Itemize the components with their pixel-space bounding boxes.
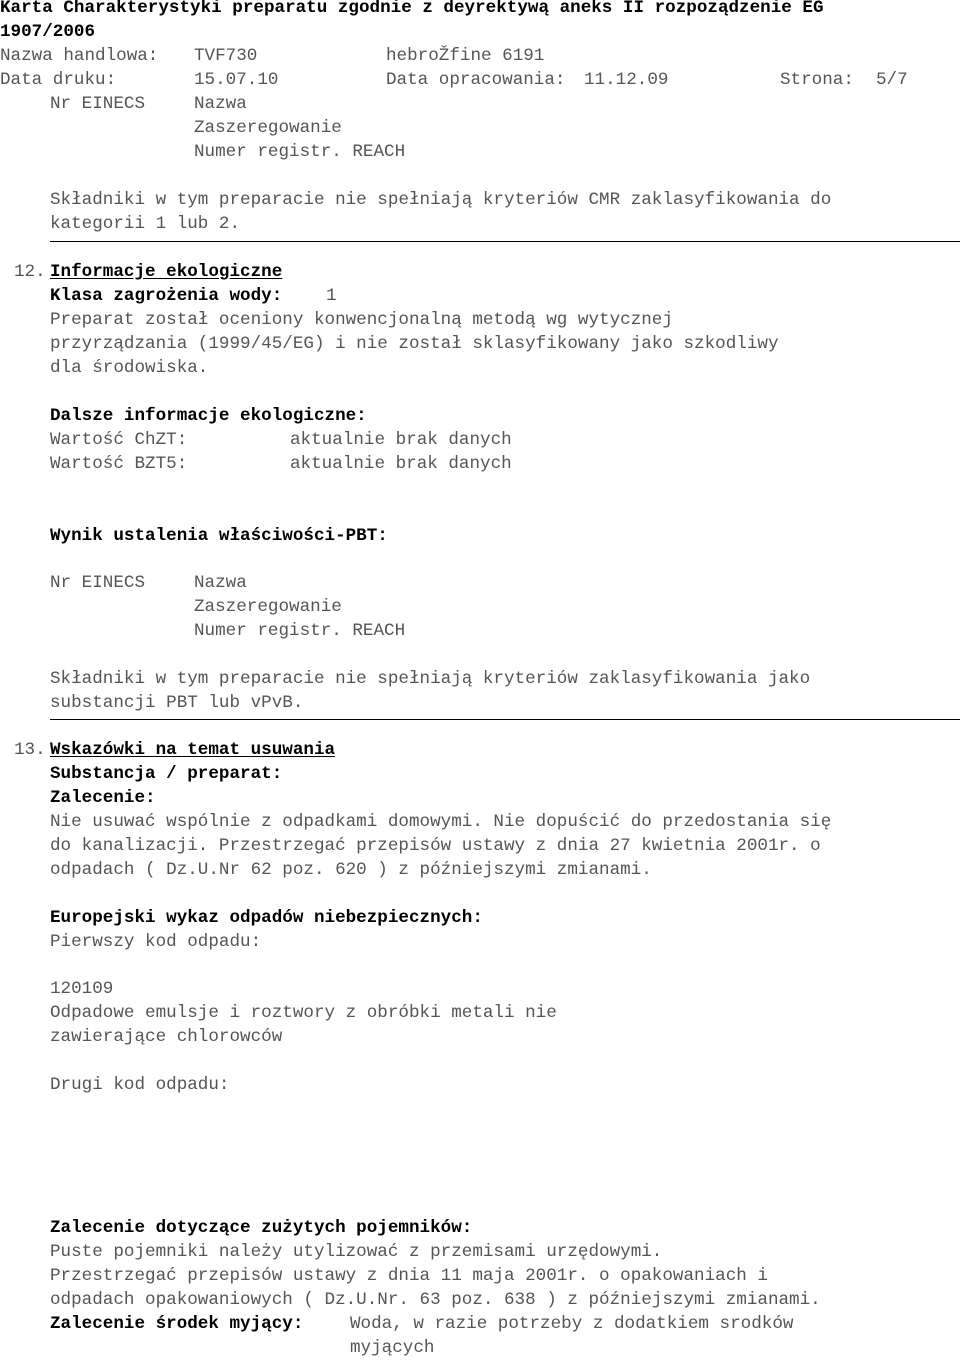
prepared-date-value: 11.12.09 bbox=[584, 70, 669, 90]
recommendation-line1: Nie usuwać wspólnie z odpadkami domowymi. Nie dopuścić do przedostania się bbox=[50, 812, 832, 832]
col-classification: Zaszeregowanie bbox=[194, 118, 342, 138]
packaging-line3: odpadach opakowaniowych ( Dz.U.Nr. 63 poz. 638 ) z późniejszymi zmianami. bbox=[50, 1290, 821, 1310]
bzt5-value: aktualnie brak danych bbox=[290, 454, 512, 474]
further-eco-label: Dalsze informacje ekologiczne: bbox=[50, 406, 367, 426]
recommendation-line3: odpadach ( Dz.U.Nr 62 poz. 620 ) z późniejszymi zmianami. bbox=[50, 860, 652, 880]
trade-name-value: TVF730 bbox=[194, 46, 258, 66]
first-waste-code: 120109 bbox=[50, 979, 114, 999]
waste-catalog-label: Europejski wykaz odpadów niebezpiecznych: bbox=[50, 908, 483, 928]
pbt-col-reach-number: Numer registr. REACH bbox=[194, 621, 406, 641]
prepared-date-label: Data opracowania: bbox=[386, 70, 566, 90]
pbt-col-einecs: Nr EINECS bbox=[50, 573, 146, 593]
cmr-statement-line1: Składniki w tym preparacie nie spełniają kryteriów CMR zaklasyfikowania do bbox=[50, 190, 832, 210]
page-number: 5/7 bbox=[876, 70, 908, 90]
col-reach-number: Numer registr. REACH bbox=[194, 142, 406, 162]
water-hazard-label: Klasa zagrożenia wody: bbox=[50, 286, 283, 306]
trade-name-label: Nazwa handlowa: bbox=[0, 46, 159, 66]
cleaning-agent-value-line2: myjących bbox=[350, 1338, 435, 1358]
packaging-line2: Przestrzegać przepisów ustawy z dnia 11 maja 2001r. o opakowaniach i bbox=[50, 1266, 768, 1286]
substance-label: Substancja / preparat: bbox=[50, 764, 283, 784]
section-divider bbox=[50, 241, 960, 242]
section-12-number: 12. bbox=[14, 262, 46, 282]
eco-text-line3: dla środowiska. bbox=[50, 358, 209, 378]
second-waste-code-label: Drugi kod odpadu: bbox=[50, 1075, 230, 1095]
pbt-col-name: Nazwa bbox=[194, 573, 247, 593]
eco-text-line2: przyrządzania (1999/45/EG) i nie został sklasyfikowany jako szkodliwy bbox=[50, 334, 779, 354]
print-date-value: 15.07.10 bbox=[194, 70, 279, 90]
cleaning-agent-value-line1: Woda, w razie potrzeby z dodatkiem srodków bbox=[350, 1314, 794, 1334]
pbt-statement-line2: substancji PBT lub vPvB. bbox=[50, 693, 304, 713]
packaging-line1: Puste pojemniki należy utylizować z przemisami urzędowymi. bbox=[50, 1242, 663, 1262]
chzt-value: aktualnie brak danych bbox=[290, 430, 512, 450]
print-date-label: Data druku: bbox=[0, 70, 117, 90]
recommendation-line2: do kanalizacji. Przestrzegać przepisów ustawy z dnia 27 kwietnia 2001r. o bbox=[50, 836, 821, 856]
first-waste-code-desc-line1: Odpadowe emulsje i roztwory z obróbki metali nie bbox=[50, 1003, 557, 1023]
section-13-number: 13. bbox=[14, 740, 46, 760]
pbt-statement-line1: Składniki w tym preparacie nie spełniają kryteriów zaklasyfikowania jako bbox=[50, 669, 811, 689]
section-divider bbox=[50, 719, 960, 720]
trade-name-second: hebroŽfine 6191 bbox=[386, 46, 545, 66]
col-einecs: Nr EINECS bbox=[50, 94, 146, 114]
pbt-col-classification: Zaszeregowanie bbox=[194, 597, 342, 617]
packaging-recommendation-label: Zalecenie dotyczące zużytych pojemników: bbox=[50, 1218, 473, 1238]
page-label: Strona: bbox=[780, 70, 854, 90]
pbt-result-label: Wynik ustalenia właściwości-PBT: bbox=[50, 526, 388, 546]
eco-text-line1: Preparat został oceniony konwencjonalną metodą wg wytycznej bbox=[50, 310, 673, 330]
first-waste-code-label: Pierwszy kod odpadu: bbox=[50, 932, 262, 952]
first-waste-code-desc-line2: zawierające chlorowców bbox=[50, 1027, 283, 1047]
col-name: Nazwa bbox=[194, 94, 247, 114]
section-13-title: Wskazówki na temat usuwania bbox=[50, 740, 336, 760]
document-title-line2: 1907/2006 bbox=[0, 22, 96, 42]
cleaning-agent-label: Zalecenie środek myjący: bbox=[50, 1314, 304, 1334]
section-12-title: Informacje ekologiczne bbox=[50, 262, 283, 282]
water-hazard-value: 1 bbox=[326, 286, 337, 306]
document-title-line1: Karta Charakterystyki preparatu zgodnie z deyrektywą aneks II rozpoządzenie EG bbox=[0, 0, 824, 18]
cmr-statement-line2: kategorii 1 lub 2. bbox=[50, 214, 241, 234]
bzt5-label: Wartość BZT5: bbox=[50, 454, 188, 474]
recommendation-label: Zalecenie: bbox=[50, 788, 156, 808]
chzt-label: Wartość ChZT: bbox=[50, 430, 188, 450]
